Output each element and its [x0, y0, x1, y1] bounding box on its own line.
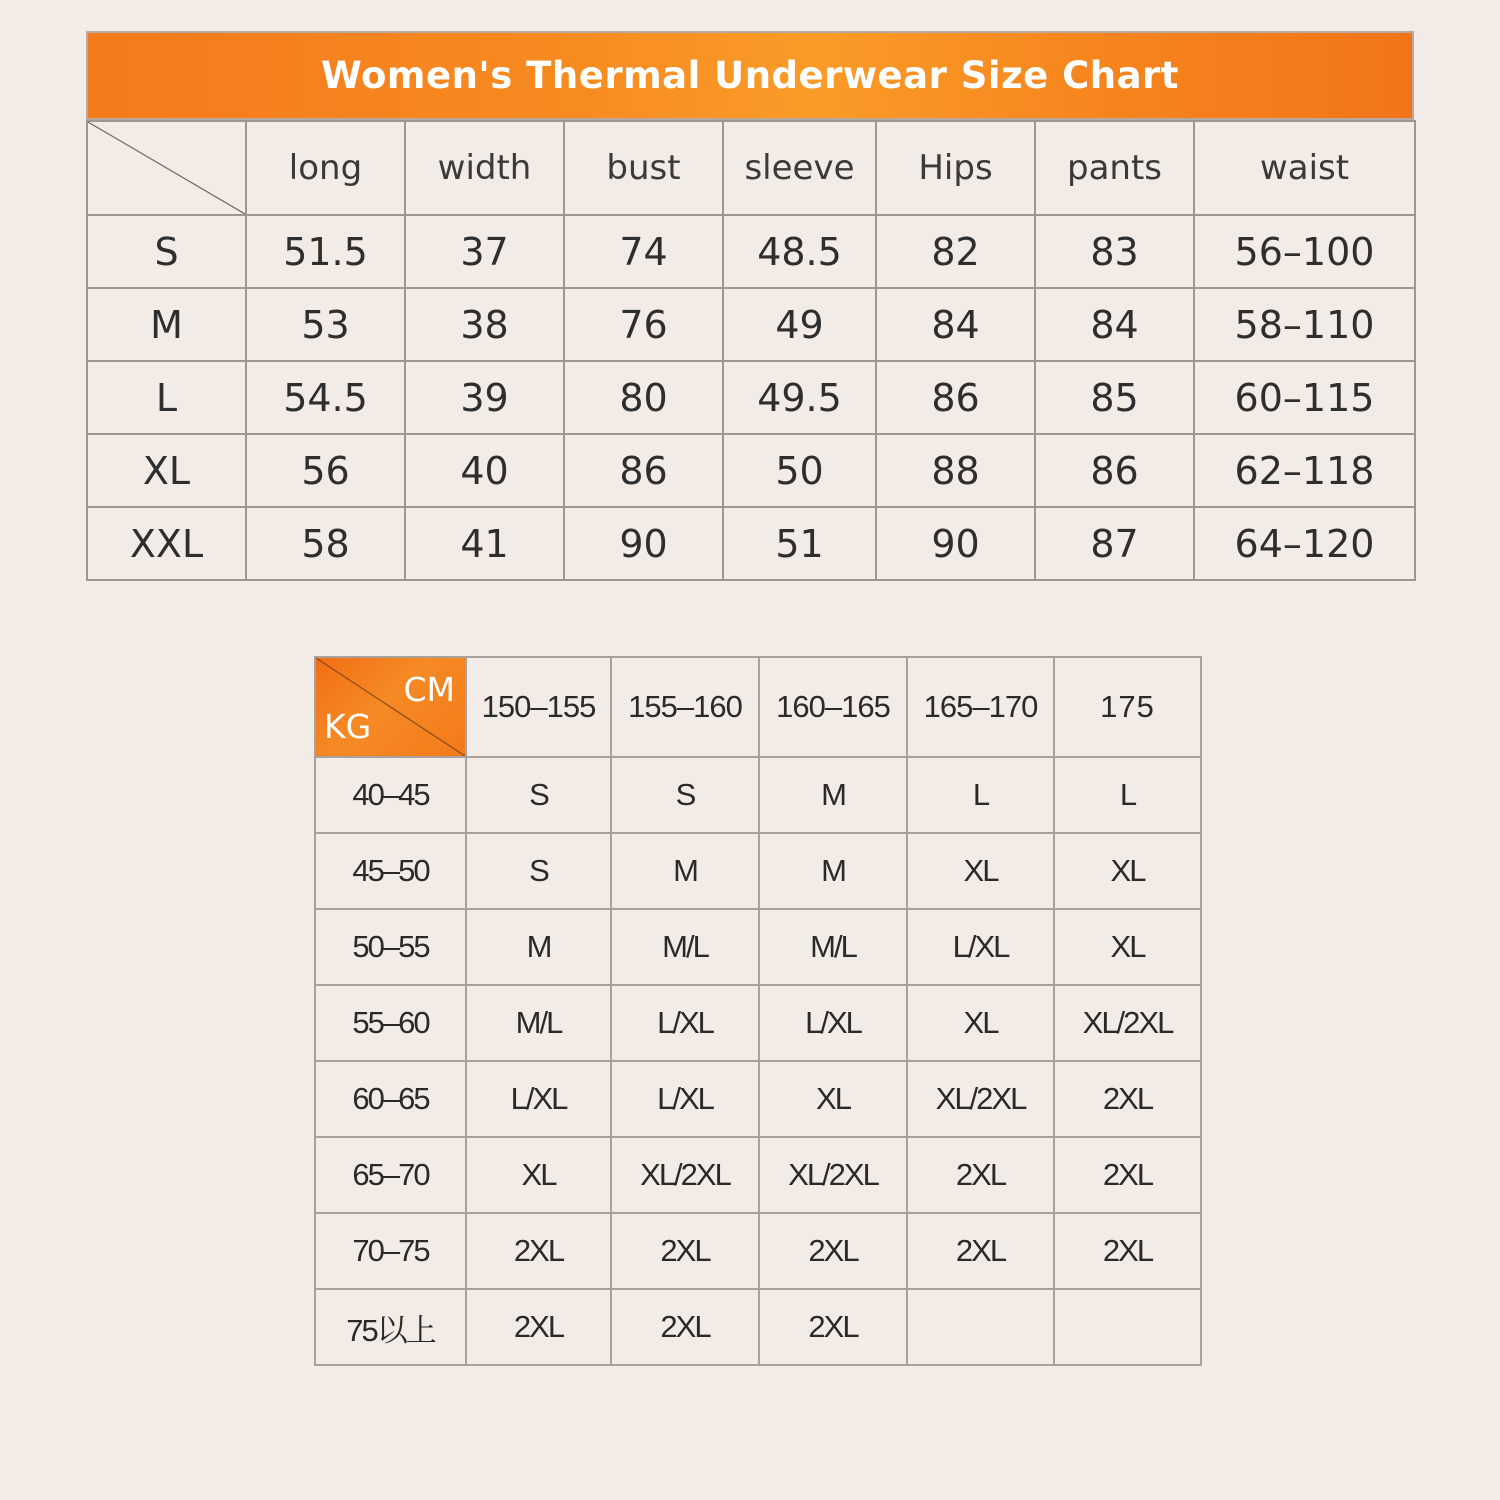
size-cell: 37	[405, 215, 564, 288]
size-cell: 84	[1035, 288, 1194, 361]
hw-cell	[1054, 1289, 1201, 1365]
size-table-row	[87, 507, 1415, 580]
weight-unit-label: KG	[324, 707, 372, 746]
weight-label: 65–70	[315, 1137, 466, 1213]
hw-row	[315, 1061, 1201, 1137]
hw-cell: XL/2XL	[1054, 985, 1201, 1061]
hw-cell: 2XL	[466, 1213, 611, 1289]
size-cell: 74	[564, 215, 723, 288]
hw-row	[315, 909, 1201, 985]
size-cell: 90	[876, 507, 1035, 580]
hw-row	[315, 1213, 1201, 1289]
hw-cell: XL/2XL	[759, 1137, 907, 1213]
size-table-col-header: bust	[564, 121, 723, 215]
hw-header-row	[315, 657, 1201, 757]
weight-label: 75以上	[315, 1289, 466, 1365]
size-table-row	[87, 434, 1415, 507]
size-cell: 60–115	[1194, 361, 1415, 434]
hw-cell: 2XL	[1054, 1137, 1201, 1213]
hw-cell: 2XL	[907, 1137, 1054, 1213]
height-unit-label: CM	[403, 670, 455, 709]
size-chart-title: Women's Thermal Underwear Size Chart	[321, 54, 1179, 97]
size-cell: 56–100	[1194, 215, 1415, 288]
size-label: XL	[87, 434, 246, 507]
size-cell: 90	[564, 507, 723, 580]
size-table	[86, 120, 1416, 581]
size-table-col-header: sleeve	[723, 121, 876, 215]
size-cell: 80	[564, 361, 723, 434]
size-cell: 76	[564, 288, 723, 361]
size-cell: 88	[876, 434, 1035, 507]
size-cell: 62–118	[1194, 434, 1415, 507]
height-weight-chart	[314, 656, 1202, 1366]
size-cell: 39	[405, 361, 564, 434]
hw-cell: XL	[1054, 909, 1201, 985]
size-cell: 51.5	[246, 215, 405, 288]
hw-cell: M	[611, 833, 759, 909]
size-cell: 85	[1035, 361, 1194, 434]
hw-cell: M/L	[611, 909, 759, 985]
size-cell: 84	[876, 288, 1035, 361]
hw-cell: 2XL	[1054, 1213, 1201, 1289]
hw-cell: M	[759, 757, 907, 833]
hw-cell: S	[466, 833, 611, 909]
hw-cell: L	[907, 757, 1054, 833]
size-cell: 50	[723, 434, 876, 507]
size-label: XXL	[87, 507, 246, 580]
hw-cell: 2XL	[907, 1213, 1054, 1289]
size-cell: 86	[564, 434, 723, 507]
size-table-col-header: long	[246, 121, 405, 215]
hw-cell: S	[611, 757, 759, 833]
size-cell: 40	[405, 434, 564, 507]
height-col-header: 150–155	[466, 657, 611, 757]
hw-cell: M/L	[759, 909, 907, 985]
hw-cell: L/XL	[907, 909, 1054, 985]
hw-row	[315, 833, 1201, 909]
hw-cell: M	[466, 909, 611, 985]
size-chart	[86, 31, 1414, 581]
hw-cell: XL	[907, 833, 1054, 909]
weight-label: 55–60	[315, 985, 466, 1061]
hw-cell: 2XL	[1054, 1061, 1201, 1137]
size-cell: 64–120	[1194, 507, 1415, 580]
size-table-corner-cell	[87, 121, 246, 215]
hw-cell: 2XL	[759, 1213, 907, 1289]
size-cell: 86	[1035, 434, 1194, 507]
size-cell: 49.5	[723, 361, 876, 434]
size-table-row	[87, 215, 1415, 288]
hw-cell: L/XL	[611, 1061, 759, 1137]
height-col-header: 165–170	[907, 657, 1054, 757]
weight-label: 70–75	[315, 1213, 466, 1289]
size-cell: 48.5	[723, 215, 876, 288]
hw-cell: XL/2XL	[611, 1137, 759, 1213]
size-cell: 41	[405, 507, 564, 580]
diagonal-divider	[88, 122, 245, 214]
size-cell: 86	[876, 361, 1035, 434]
hw-cell: 2XL	[611, 1213, 759, 1289]
hw-row	[315, 985, 1201, 1061]
size-cell: 82	[876, 215, 1035, 288]
hw-cell: L/XL	[466, 1061, 611, 1137]
size-table-row	[87, 288, 1415, 361]
hw-cell: XL	[1054, 833, 1201, 909]
hw-cell: XL	[466, 1137, 611, 1213]
hw-cell: XL	[759, 1061, 907, 1137]
size-table-header-row	[87, 121, 1415, 215]
size-table-col-header: pants	[1035, 121, 1194, 215]
hw-cell: M/L	[466, 985, 611, 1061]
size-cell: 87	[1035, 507, 1194, 580]
size-label: S	[87, 215, 246, 288]
hw-cell: 2XL	[759, 1289, 907, 1365]
hw-cell: L	[1054, 757, 1201, 833]
size-table-col-header: Hips	[876, 121, 1035, 215]
weight-label: 40–45	[315, 757, 466, 833]
weight-label: 50–55	[315, 909, 466, 985]
hw-row	[315, 1137, 1201, 1213]
size-table-col-header: width	[405, 121, 564, 215]
size-cell: 56	[246, 434, 405, 507]
hw-cell: L/XL	[759, 985, 907, 1061]
hw-row	[315, 757, 1201, 833]
size-table-col-header: waist	[1194, 121, 1415, 215]
size-cell: 49	[723, 288, 876, 361]
size-cell: 54.5	[246, 361, 405, 434]
hw-cell: 2XL	[466, 1289, 611, 1365]
hw-row	[315, 1289, 1201, 1365]
size-cell: 83	[1035, 215, 1194, 288]
hw-cell: 2XL	[611, 1289, 759, 1365]
size-cell: 58–110	[1194, 288, 1415, 361]
size-cell: 53	[246, 288, 405, 361]
size-table-row	[87, 361, 1415, 434]
size-label: L	[87, 361, 246, 434]
height-col-header: 160–165	[759, 657, 907, 757]
size-cell: 51	[723, 507, 876, 580]
size-cell: 38	[405, 288, 564, 361]
height-col-header: 155–160	[611, 657, 759, 757]
weight-label: 60–65	[315, 1061, 466, 1137]
height-weight-table	[314, 656, 1202, 1366]
hw-cell: M	[759, 833, 907, 909]
size-label: M	[87, 288, 246, 361]
hw-cell: XL/2XL	[907, 1061, 1054, 1137]
hw-cell	[907, 1289, 1054, 1365]
size-cell: 58	[246, 507, 405, 580]
hw-cell: S	[466, 757, 611, 833]
hw-cell: L/XL	[611, 985, 759, 1061]
hw-corner-cell	[315, 657, 466, 757]
height-col-header: 175	[1054, 657, 1201, 757]
hw-cell: XL	[907, 985, 1054, 1061]
weight-label: 45–50	[315, 833, 466, 909]
size-chart-banner	[86, 31, 1414, 120]
